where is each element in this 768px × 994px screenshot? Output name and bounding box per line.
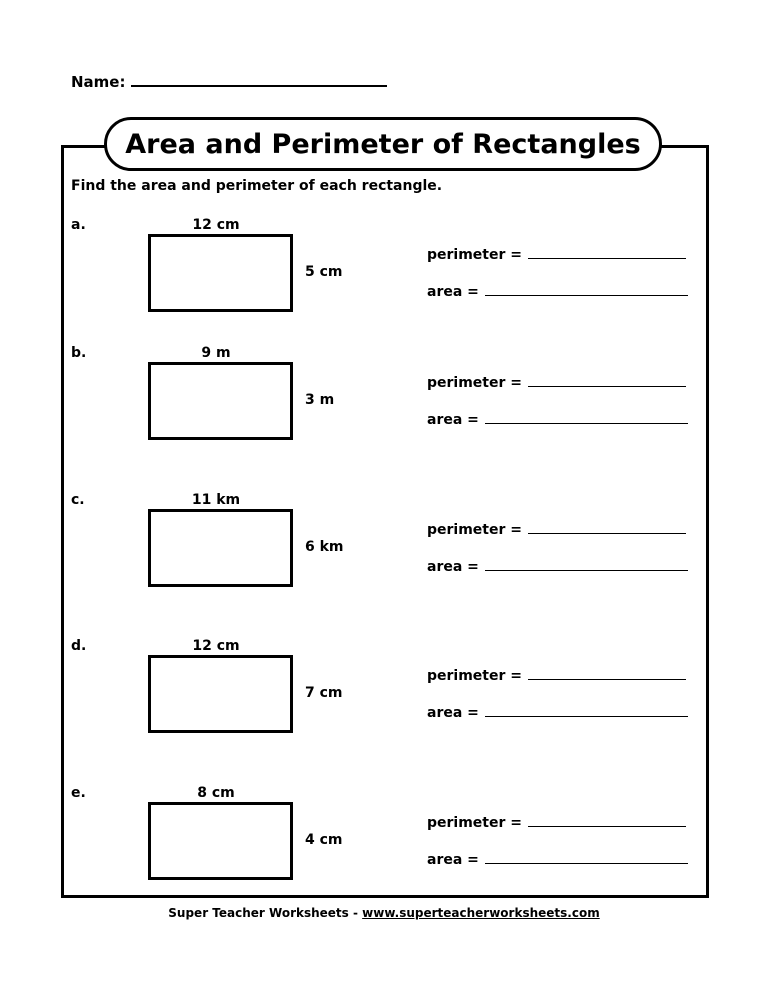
area-blank[interactable] [485, 558, 688, 571]
area-blank[interactable] [485, 851, 688, 864]
rect-height-label: 6 km [305, 539, 344, 555]
perimeter-blank[interactable] [528, 521, 686, 534]
problem-letter: a. [71, 217, 86, 233]
area-label: area = [427, 705, 479, 721]
area-answer [427, 283, 688, 300]
perimeter-blank[interactable] [528, 667, 686, 680]
rect-width-label: 12 cm [192, 217, 240, 233]
perimeter-answer [427, 374, 686, 391]
perimeter-label: perimeter = [427, 668, 522, 684]
perimeter-answer [427, 521, 686, 538]
problem-c [0, 492, 768, 612]
area-blank[interactable] [485, 411, 688, 424]
rect-width-label: 8 cm [197, 785, 235, 801]
perimeter-label: perimeter = [427, 522, 522, 538]
rectangle-shape [148, 234, 293, 312]
rect-height-label: 4 cm [305, 832, 343, 848]
area-blank[interactable] [485, 283, 688, 296]
area-label: area = [427, 559, 479, 575]
perimeter-answer [427, 246, 686, 263]
rectangle-shape [148, 655, 293, 733]
perimeter-blank[interactable] [528, 814, 686, 827]
problem-letter: e. [71, 785, 86, 801]
problem-b [0, 345, 768, 465]
name-label: Name: [71, 73, 126, 91]
problem-letter: d. [71, 638, 87, 654]
area-answer [427, 851, 688, 868]
perimeter-blank[interactable] [528, 374, 686, 387]
area-label: area = [427, 284, 479, 300]
area-answer [427, 411, 688, 428]
footer-brand: Super Teacher Worksheets - [168, 906, 358, 920]
rectangle-shape [148, 362, 293, 440]
perimeter-answer [427, 814, 686, 831]
rect-height-label: 3 m [305, 392, 335, 408]
perimeter-blank[interactable] [528, 246, 686, 259]
rect-width-label: 12 cm [192, 638, 240, 654]
perimeter-answer [427, 667, 686, 684]
problem-letter: c. [71, 492, 85, 508]
rectangle-shape [148, 802, 293, 880]
rect-height-label: 5 cm [305, 264, 343, 280]
name-blank[interactable] [131, 71, 387, 87]
rect-width-label: 9 m [201, 345, 231, 361]
area-blank[interactable] [485, 704, 688, 717]
problem-e [0, 785, 768, 905]
footer [0, 906, 768, 920]
area-label: area = [427, 412, 479, 428]
footer-link[interactable]: www.superteacherworksheets.com [362, 906, 600, 920]
area-label: area = [427, 852, 479, 868]
rect-width-label: 11 km [191, 492, 241, 508]
rect-height-label: 7 cm [305, 685, 343, 701]
worksheet-title: Area and Perimeter of Rectangles [104, 117, 662, 171]
problem-d [0, 638, 768, 758]
problem-letter: b. [71, 345, 87, 361]
rectangle-shape [148, 509, 293, 587]
area-answer [427, 704, 688, 721]
perimeter-label: perimeter = [427, 375, 522, 391]
problem-a [0, 217, 768, 337]
area-answer [427, 558, 688, 575]
name-row [71, 71, 387, 91]
instructions: Find the area and perimeter of each rectangle. [71, 178, 443, 194]
perimeter-label: perimeter = [427, 247, 522, 263]
perimeter-label: perimeter = [427, 815, 522, 831]
